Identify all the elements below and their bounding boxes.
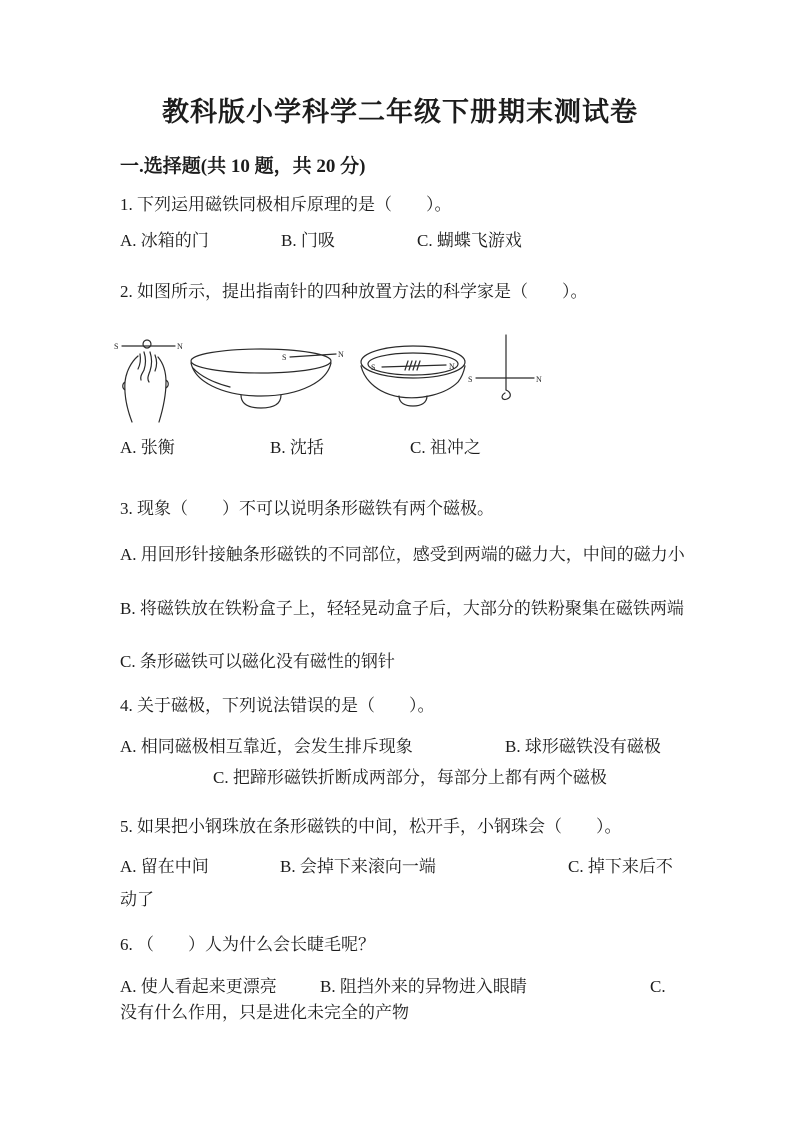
- pole-label-n: N: [536, 375, 542, 384]
- pole-label-s: S: [282, 353, 287, 362]
- pole-label-s: S: [468, 375, 473, 384]
- thread-suspension-figure: [468, 332, 544, 425]
- thread-suspension-drawing: [468, 332, 544, 420]
- section-heading: 一.选择题(共 10 题，共 20 分): [120, 156, 366, 177]
- question-2-option-a: A. 张衡: [120, 438, 175, 457]
- question-3-option-b: B. 将磁铁放在铁粉盒子上，轻轻晃动盒子后，大部分的铁粉聚集在磁铁两端: [120, 599, 684, 618]
- question-1-option-a: A. 冰箱的门: [120, 231, 209, 250]
- page-title: 教科版小学科学二年级下册期末测试卷: [162, 97, 638, 127]
- pole-label-n: N: [177, 342, 183, 351]
- question-1-option-b: B. 门吸: [281, 231, 335, 250]
- question-4-text: 4. 关于磁极，下列说法错误的是（ ）。: [120, 696, 435, 715]
- bowl-rim-needle-figure: [188, 342, 346, 425]
- question-5-option-a: A. 留在中间: [120, 857, 209, 876]
- pole-label-n: N: [338, 350, 344, 359]
- question-3-option-a: A. 用回形针接触条形磁铁的不同部位，感受到两端的磁力大，中间的磁力小: [120, 545, 685, 564]
- question-5-option-c-line2: 动了: [120, 890, 154, 909]
- question-4-option-b: B. 球形磁铁没有磁极: [505, 737, 661, 756]
- bowl-float-drawing: [358, 340, 473, 410]
- question-5-option-b: B. 会掉下来滚向一端: [280, 857, 436, 876]
- question-6-option-c-line2: 没有什么作用，只是进化未完全的产物: [120, 1003, 409, 1022]
- question-2-text: 2. 如图所示，提出指南针的四种放置方法的科学家是（ ）。: [120, 282, 588, 301]
- question-3-option-c: C. 条形磁铁可以磁化没有磁性的钢针: [120, 652, 395, 671]
- pole-label-s: S: [114, 342, 119, 351]
- bowl-floating-needle-figure: [358, 340, 473, 415]
- question-6-text: 6. （ ）人为什么会长睫毛呢？: [120, 935, 375, 954]
- bowl-rim-drawing: [188, 342, 346, 420]
- question-3-text: 3. 现象（ ）不可以说明条形磁铁有两个磁极。: [120, 499, 494, 518]
- question-5-text: 5. 如果把小钢珠放在条形磁铁的中间，松开手，小钢珠会（ ）。: [120, 817, 622, 836]
- pole-label-n: N: [449, 362, 455, 371]
- question-4-option-c: C. 把蹄形磁铁折断成两部分，每部分上都有两个磁极: [213, 768, 607, 787]
- question-1-option-c: C. 蝴蝶飞游戏: [417, 231, 522, 250]
- hand-needle-drawing: [114, 332, 184, 424]
- question-2-option-c: C. 祖冲之: [410, 438, 481, 457]
- question-6-option-a: A. 使人看起来更漂亮: [120, 977, 277, 996]
- question-6-option-b: B. 阻挡外来的异物进入眼睛: [320, 977, 527, 996]
- question-1-text: 1. 下列运用磁铁同极相斥原理的是（ ）。: [120, 195, 452, 214]
- question-4-option-a: A. 相同磁极相互靠近，会发生排斥现象: [120, 737, 413, 756]
- question-2-option-b: B. 沈括: [270, 438, 324, 457]
- pole-label-s: S: [371, 363, 376, 372]
- question-5-option-c-line1: C. 掉下来后不: [568, 857, 673, 876]
- hand-needle-figure: [114, 332, 184, 429]
- question-6-option-c-line1: C.: [650, 977, 666, 996]
